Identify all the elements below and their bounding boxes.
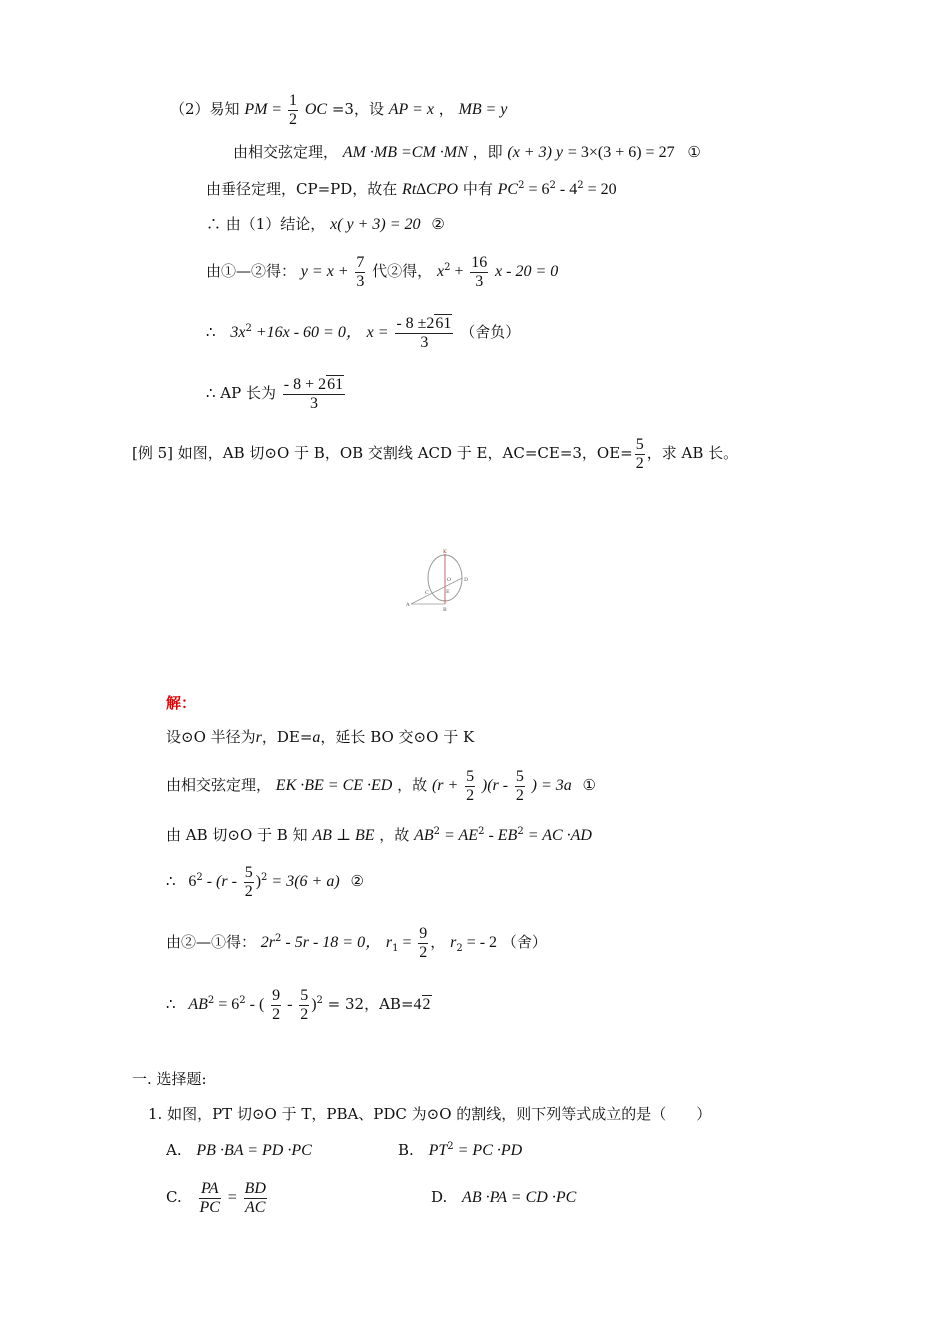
math: ) = 3a — [531, 777, 572, 795]
part2-line7 — [206, 376, 347, 412]
exponent: 2 — [549, 180, 556, 191]
option-label: B. — [398, 1141, 414, 1159]
math: x( y + 3) = 20 — [330, 216, 421, 233]
text: （舍负） — [460, 323, 521, 342]
math: x — [426, 101, 434, 119]
math: = 3(6 + a) — [267, 873, 340, 891]
math: PM — [244, 101, 268, 119]
option-a[interactable] — [166, 1143, 312, 1159]
exponent: 2 — [478, 826, 485, 837]
math: r — [385, 934, 393, 952]
math: = 3×(3 + 6) = 27 — [567, 144, 675, 161]
math: PC — [497, 181, 519, 198]
text: 由相交弦定理， — [166, 776, 272, 795]
fraction: $\frac{9}{2}$ — [272, 987, 281, 1023]
math: AP — [388, 101, 409, 119]
text: 由垂径定理，CP=PD，故在 — [206, 180, 398, 198]
math: (x + 3) y — [507, 144, 564, 161]
exponent: 2 — [245, 323, 252, 335]
circled-number: ① — [582, 776, 596, 795]
exponent: 2 — [444, 262, 451, 274]
math: + — [450, 263, 464, 281]
exponent: 2 — [261, 872, 268, 884]
text: （舍） — [501, 933, 547, 952]
text: ，即 — [472, 143, 503, 161]
therefore-symbol: ∴ — [166, 872, 176, 891]
secant-acd — [411, 578, 462, 604]
math: ) — [311, 996, 317, 1014]
option-label: C. — [166, 1188, 182, 1207]
text: 由 AB 切⊙O 于 B 知 — [166, 826, 308, 844]
section-heading: 一. 选择题: — [132, 1070, 207, 1088]
exponent: 2 — [433, 826, 441, 837]
label-k: K — [443, 549, 447, 555]
text: （2）易知 — [170, 100, 240, 119]
math: - — [283, 996, 293, 1014]
math: 4 — [413, 996, 422, 1014]
math: = AC ·AD — [523, 827, 592, 844]
text: 由相交弦定理， — [233, 143, 339, 161]
fraction: $\frac{- 8 + 261}{3}$ — [283, 376, 344, 412]
label-a: A — [406, 602, 410, 608]
part2-line4 — [206, 217, 445, 233]
exponent: 2 — [517, 826, 524, 837]
text: =3，设 — [331, 100, 384, 119]
exponent: 2 — [577, 180, 584, 191]
math: = 6 — [214, 996, 240, 1014]
text: 由①—②得： — [206, 262, 297, 281]
math: ) — [255, 873, 262, 891]
text: ，求 AB 长。 — [646, 444, 739, 463]
math: PT — [428, 1142, 448, 1159]
exponent: 2 — [207, 995, 215, 1007]
fraction: $\frac{9}{2}$ — [419, 925, 428, 961]
example5-statement — [132, 436, 738, 472]
solution-line6 — [166, 987, 432, 1023]
math: x — [436, 263, 445, 281]
exponent: 2 — [196, 872, 203, 884]
text: 由②—①得： — [166, 933, 257, 952]
option-label: D. — [431, 1188, 448, 1206]
fraction: $\frac{5}{2}$ — [635, 436, 644, 472]
text: ∴ AP 长为 — [206, 384, 277, 403]
math: = — [272, 101, 282, 119]
math: )(r - — [481, 777, 509, 795]
math: +16x - 60 = 0， — [251, 324, 362, 342]
label-d: D — [464, 577, 469, 583]
math: MB — [458, 101, 482, 119]
solution-title: 解： — [166, 694, 197, 712]
fraction: $\frac{5}{2}$ — [466, 768, 475, 804]
option-d[interactable] — [431, 1190, 576, 1206]
math: AB ·PA = CD ·PC — [462, 1189, 577, 1206]
text: = 32，AB= — [322, 995, 414, 1014]
fraction: $\frac{PA}{PC}$ — [199, 1180, 220, 1216]
math: = AE — [440, 827, 479, 844]
math: = PC ·PD — [453, 1142, 523, 1159]
part2-line3 — [206, 182, 617, 198]
math: AB — [188, 996, 208, 1014]
exponent: 2 — [316, 995, 323, 1007]
math: PB ·BA = PD ·PC — [196, 1142, 312, 1159]
math: AB ⊥ BE — [312, 827, 375, 844]
part2-line6 — [206, 315, 520, 351]
math: 3x — [230, 324, 246, 342]
text: ，故 — [397, 776, 428, 795]
math: = 20 — [583, 181, 617, 198]
fraction: $\frac{5}{2}$ — [244, 864, 253, 900]
text: 中有 — [462, 180, 493, 198]
label-e: E — [446, 589, 450, 595]
math: = — [398, 934, 412, 952]
math: r — [450, 934, 457, 952]
math: - ( — [245, 996, 265, 1014]
circle-tangent-figure — [405, 548, 481, 614]
math: (r + — [431, 777, 459, 795]
text: ∴ 由（1）结论， — [206, 215, 326, 233]
math: = - 2 — [462, 934, 498, 952]
part2-line1 — [170, 92, 507, 128]
math: = — [413, 101, 423, 119]
math: OC — [304, 101, 328, 119]
label-b: B — [443, 607, 447, 613]
exponent: 2 — [447, 1141, 454, 1152]
math: 2r — [260, 934, 276, 952]
option-label: A. — [166, 1141, 182, 1159]
sqrt: 2 — [422, 996, 431, 1014]
part2-line2 — [233, 145, 701, 161]
fraction: $\frac{7}{3}$ — [356, 254, 365, 290]
math: y = x + — [300, 263, 349, 281]
solution-line4 — [166, 864, 364, 900]
option-c[interactable] — [166, 1180, 269, 1216]
part2-line5 — [206, 254, 558, 290]
math: EK ·BE = CE ·ED — [275, 777, 393, 795]
math: a — [312, 729, 321, 746]
subscript: 1 — [392, 943, 399, 955]
solution-line2 — [166, 768, 596, 804]
solution-line1 — [166, 730, 474, 746]
text: ， — [430, 933, 446, 952]
text: 设⊙O 半径为 — [166, 728, 256, 746]
circled-number: ① — [687, 143, 701, 161]
fraction: $\frac{1}{2}$ — [289, 92, 298, 128]
subscript: 2 — [456, 943, 463, 955]
therefore-symbol: ∴ — [206, 323, 216, 342]
math: - 4 — [555, 181, 578, 198]
math: = — [486, 101, 496, 119]
math: - 5r - 18 = 0， — [281, 934, 382, 952]
math: = 6 — [524, 181, 550, 198]
text: [例 5] 如图，AB 切⊙O 于 B，OB 交割线 ACD 于 E，AC=CE=3，OE= — [132, 444, 633, 463]
math: x - 20 = 0 — [495, 263, 559, 281]
fraction: $\frac{- 8 \pm 261}{3}$ — [396, 315, 452, 351]
circled-number: ② — [350, 872, 364, 891]
text: ，延长 BO 交⊙O 于 K — [320, 728, 475, 746]
math: Rt∆CPO — [402, 181, 459, 198]
math: AB — [414, 827, 434, 844]
question-1: 1. 如图，PT 切⊙O 于 T，PBA、PDC 为⊙O 的割线，则下列等式成立的是（ ） — [148, 1105, 712, 1123]
math: = — [227, 1189, 237, 1207]
math: x = — [366, 324, 389, 342]
option-b[interactable] — [398, 1143, 522, 1159]
therefore-symbol: ∴ — [166, 995, 176, 1014]
text: 代②得， — [372, 262, 433, 281]
exponent: 2 — [518, 180, 525, 191]
text: ， — [438, 100, 454, 119]
fraction: $\frac{5}{2}$ — [515, 768, 524, 804]
exponent: 2 — [275, 933, 282, 945]
math: AM ·MB =CM ·MN — [342, 144, 468, 161]
label-o: O — [447, 577, 452, 583]
math: y — [500, 101, 508, 119]
text: ，DE= — [261, 728, 313, 746]
solution-line5 — [166, 925, 547, 961]
circled-number: ② — [431, 215, 445, 233]
math: - EB — [484, 827, 518, 844]
math: r — [255, 729, 262, 746]
math: - (r - — [202, 873, 237, 891]
fraction: $\frac{16}{3}$ — [471, 254, 488, 290]
label-c: C — [425, 590, 429, 596]
text: ，故 — [379, 826, 410, 844]
fraction: $\frac{5}{2}$ — [300, 987, 309, 1023]
solution-line3 — [166, 828, 592, 844]
math: 6 — [188, 873, 197, 891]
exponent: 2 — [239, 995, 246, 1007]
fraction: $\frac{BD}{AC}$ — [244, 1180, 266, 1216]
